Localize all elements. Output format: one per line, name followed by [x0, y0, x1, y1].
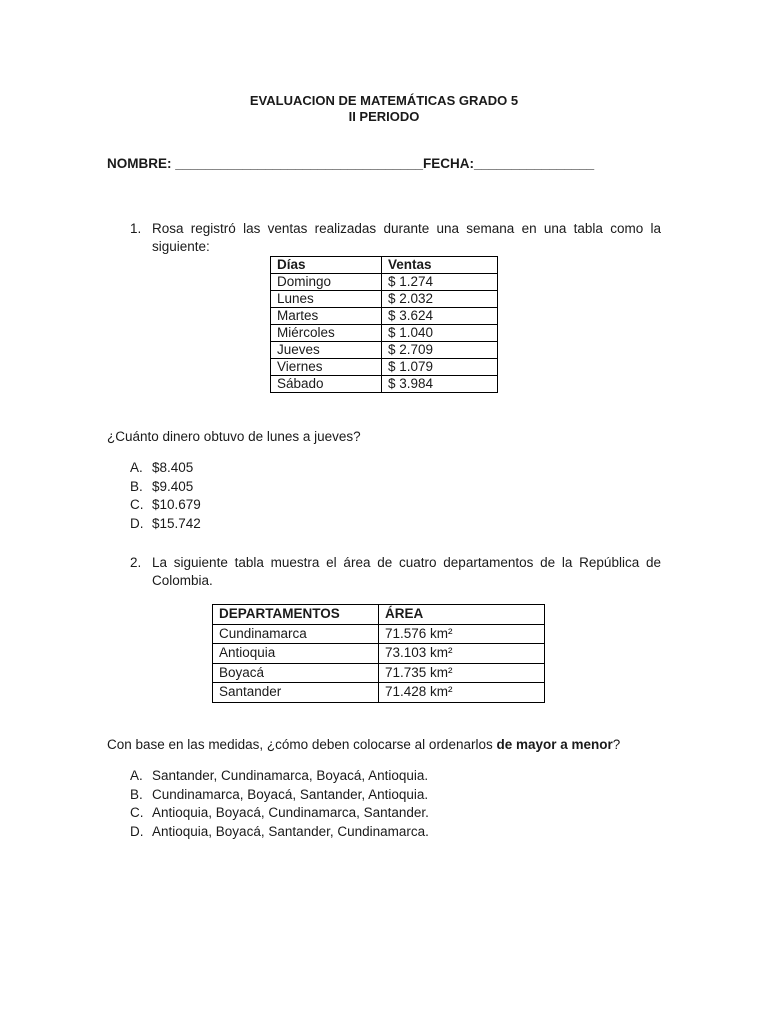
fecha-blank: ________________	[474, 156, 595, 171]
option-letter: A.	[130, 768, 143, 783]
option-b[interactable]	[130, 478, 201, 497]
table-row	[213, 663, 545, 683]
table-row	[213, 624, 545, 644]
question-2-number: 2.	[130, 555, 142, 570]
table-header-cell: ÁREA	[379, 605, 545, 625]
option-letter: B.	[130, 478, 143, 494]
page-title: EVALUACION DE MATEMÁTICAS GRADO 5	[249, 93, 519, 108]
option-text: $8.405	[152, 460, 194, 475]
table-cell: $ 1.274	[382, 274, 498, 291]
prompt-text-bold: de mayor a menor	[496, 737, 613, 752]
question-1-options	[130, 459, 201, 534]
option-text: $9.405	[152, 478, 194, 494]
table-row	[271, 291, 498, 308]
table-cell: Domingo	[271, 274, 382, 291]
fecha-label: FECHA:	[423, 156, 475, 171]
table-cell: 73.103 km²	[379, 644, 545, 664]
table-row	[271, 359, 498, 376]
nombre-label: NOMBRE:	[107, 156, 176, 171]
question-2-text: La siguiente tabla muestra el área de cuatro departamentos de la República de Colombia.	[152, 555, 661, 588]
option-text: Antioquia, Boyacá, Cundinamarca, Santander.	[152, 805, 429, 821]
table-cell: 71.576 km²	[379, 624, 545, 644]
table-cell: Martes	[271, 308, 382, 325]
prompt-text-pre: Con base en las medidas, ¿cómo deben colocarse al ordenarlos	[107, 737, 497, 752]
question-2	[130, 554, 661, 590]
table-cell: $ 1.079	[382, 359, 498, 376]
table-row	[271, 342, 498, 359]
table-cell: Miércoles	[271, 325, 382, 342]
table-row	[271, 376, 498, 393]
table-cell: 71.735 km²	[379, 663, 545, 683]
option-letter: C.	[130, 805, 144, 821]
option-text: $15.742	[152, 516, 201, 532]
question-1	[130, 220, 661, 256]
nombre-blank: _________________________________	[175, 156, 424, 171]
table-cell: 71.428 km²	[379, 683, 545, 703]
question-2-prompt	[107, 736, 620, 754]
table-header-row	[271, 257, 498, 274]
option-text: Antioquia, Boyacá, Santander, Cundinamarca.	[152, 824, 429, 840]
table-cell: Lunes	[271, 291, 382, 308]
option-a[interactable]	[130, 459, 201, 478]
option-letter: B.	[130, 786, 143, 802]
table-cell: $ 2.709	[382, 342, 498, 359]
option-text: Cundinamarca, Boyacá, Santander, Antioquia.	[152, 786, 429, 802]
table-row	[271, 325, 498, 342]
question-2-options	[130, 767, 429, 842]
question-1-prompt: ¿Cuánto dinero obtuvo de lunes a jueves?	[107, 429, 361, 444]
table-row	[213, 683, 545, 703]
page-subtitle: II PERIODO	[348, 109, 420, 124]
table-row	[213, 644, 545, 664]
table-header-cell: Días	[271, 257, 382, 274]
table-header-row	[213, 605, 545, 625]
area-table	[212, 604, 545, 703]
option-text: Santander, Cundinamarca, Boyacá, Antioquia.	[152, 768, 429, 783]
prompt-text-post: ?	[612, 737, 621, 752]
table-row	[271, 308, 498, 325]
table-cell: Jueves	[271, 342, 382, 359]
option-d[interactable]	[130, 515, 201, 534]
option-letter: D.	[130, 824, 144, 840]
option-b[interactable]	[130, 786, 429, 805]
option-letter: A.	[130, 460, 143, 475]
question-1-number: 1.	[130, 221, 142, 236]
option-c[interactable]	[130, 496, 201, 515]
table-row	[271, 274, 498, 291]
table-cell: Sábado	[271, 376, 382, 393]
table-cell: Boyacá	[213, 663, 379, 683]
option-letter: C.	[130, 497, 144, 513]
table-cell: Santander	[213, 683, 379, 703]
table-header-cell: Ventas	[382, 257, 498, 274]
table-cell: $ 3.624	[382, 308, 498, 325]
table-header-cell: DEPARTAMENTOS	[213, 605, 379, 625]
option-d[interactable]	[130, 823, 429, 842]
table-cell: Cundinamarca	[213, 624, 379, 644]
option-text: $10.679	[152, 497, 201, 513]
question-1-text: Rosa registró las ventas realizadas durante una semana en una tabla como la siguiente:	[152, 221, 661, 254]
option-letter: D.	[130, 516, 144, 532]
table-cell: $ 1.040	[382, 325, 498, 342]
table-cell: Antioquia	[213, 644, 379, 664]
table-cell: $ 3.984	[382, 376, 498, 393]
name-date-line	[107, 156, 594, 171]
table-cell: $ 2.032	[382, 291, 498, 308]
table-cell: Viernes	[271, 359, 382, 376]
sales-table	[270, 256, 498, 393]
option-c[interactable]	[130, 804, 429, 823]
option-a[interactable]	[130, 767, 429, 786]
